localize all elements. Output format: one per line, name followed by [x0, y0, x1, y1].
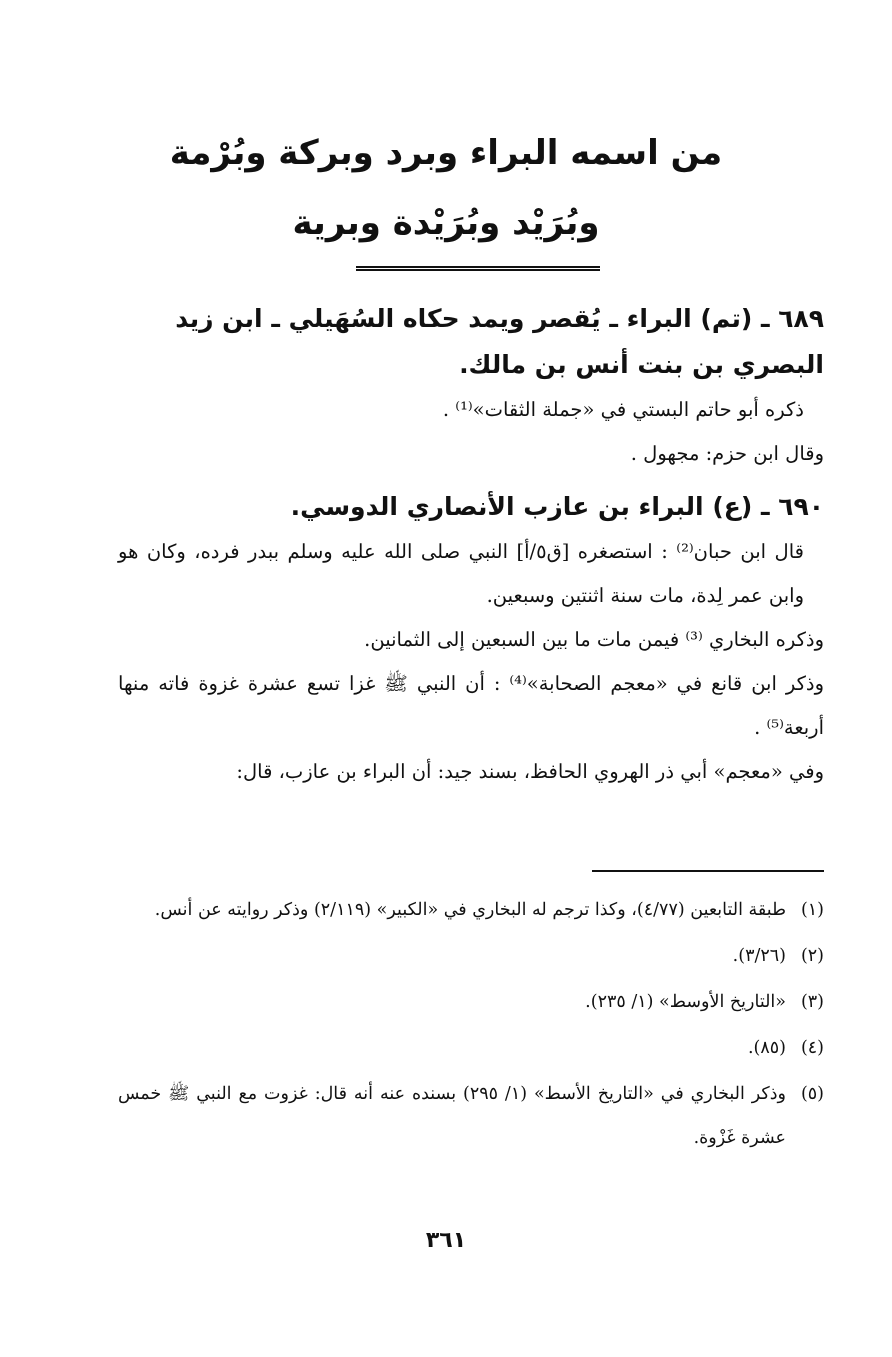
entry-690-para-3: وذكر ابن قانع في «معجم الصحابة»⁽⁴⁾ : أن النبي ﷺ غزا تسع عشرة غزوة فاته منها أربعة⁽⁵⁾ . — [118, 672, 824, 739]
entry-689-heading: ٦٨٩ ـ (تم) البراء ـ يُقصر ويمد حكاه السُهَيلي ـ ابن زيد البصري بن بنت أنس بن مالك. — [175, 304, 824, 379]
entry-690-para-2: وذكره البخاري ⁽³⁾ فيمن مات ما بين السبعين إلى الثمانين. — [364, 628, 824, 651]
footnote — [118, 1072, 824, 1160]
footnote — [118, 980, 824, 1024]
footnote-mark: (٢) — [800, 946, 824, 966]
entry-690-para-1: قال ابن حبان⁽²⁾ : استصغره [ق٥/أ] النبي صلى الله عليه وسلم ببدر فرده، وكان هو وابن عمر لِدة، مات سنة اثنتين وسبعين. — [118, 540, 804, 607]
section-title — [120, 118, 772, 258]
footnote-text: (٨٥). — [747, 1038, 786, 1058]
entry-690-heading: ٦٩٠ ـ (ع) البراء بن عازب الأنصاري الدوسي. — [290, 492, 824, 521]
entry-690-para-4: وفي «معجم» أبي ذر الهروي الحافظ، بسند جيد: أن البراء بن عازب، قال: — [236, 760, 824, 783]
footnote-mark: (٤) — [800, 1038, 824, 1058]
title-line-1: من اسمه البراء وبرد وبركة وبُرْمة — [169, 133, 723, 173]
footnote-text: طبقة التابعين (٤/٧٧)، وكذا ترجم له البخاري في «الكبير» (٢/١١٩) وذكر روايته عن أنس. — [154, 900, 786, 920]
entry-689-para-1: ذكره أبو حاتم البستي في «جملة الثقات»⁽¹⁾ . — [442, 398, 804, 421]
footnote-mark: (٣) — [800, 992, 824, 1012]
title-double-rule — [356, 266, 600, 271]
page-number: ٣٦١ — [425, 1228, 467, 1253]
footnote-text: (٣/٢٦). — [732, 946, 786, 966]
footnote-text: «التاريخ الأوسط» (١/ ٢٣٥). — [585, 992, 786, 1012]
footnote-text: وذكر البخاري في «التاريخ الأسط» (١/ ٢٩٥) بسنده عنه أنه قال: غزوت مع النبي ﷺ خمس عشرة غَزْوة. — [118, 1084, 786, 1148]
footnote — [118, 934, 824, 978]
footnote — [118, 888, 824, 932]
footnotes — [118, 888, 824, 1162]
entry-689-para-2: وقال ابن حزم: مجهول . — [630, 442, 824, 465]
title-line-2: وبُرَيْد وبُرَيْدة وبرية — [292, 203, 600, 243]
main-text — [118, 296, 824, 794]
footnote-mark: (١) — [800, 900, 824, 920]
footnote-separator — [592, 870, 824, 872]
footnote — [118, 1026, 824, 1070]
footnote-mark: (٥) — [800, 1084, 824, 1104]
